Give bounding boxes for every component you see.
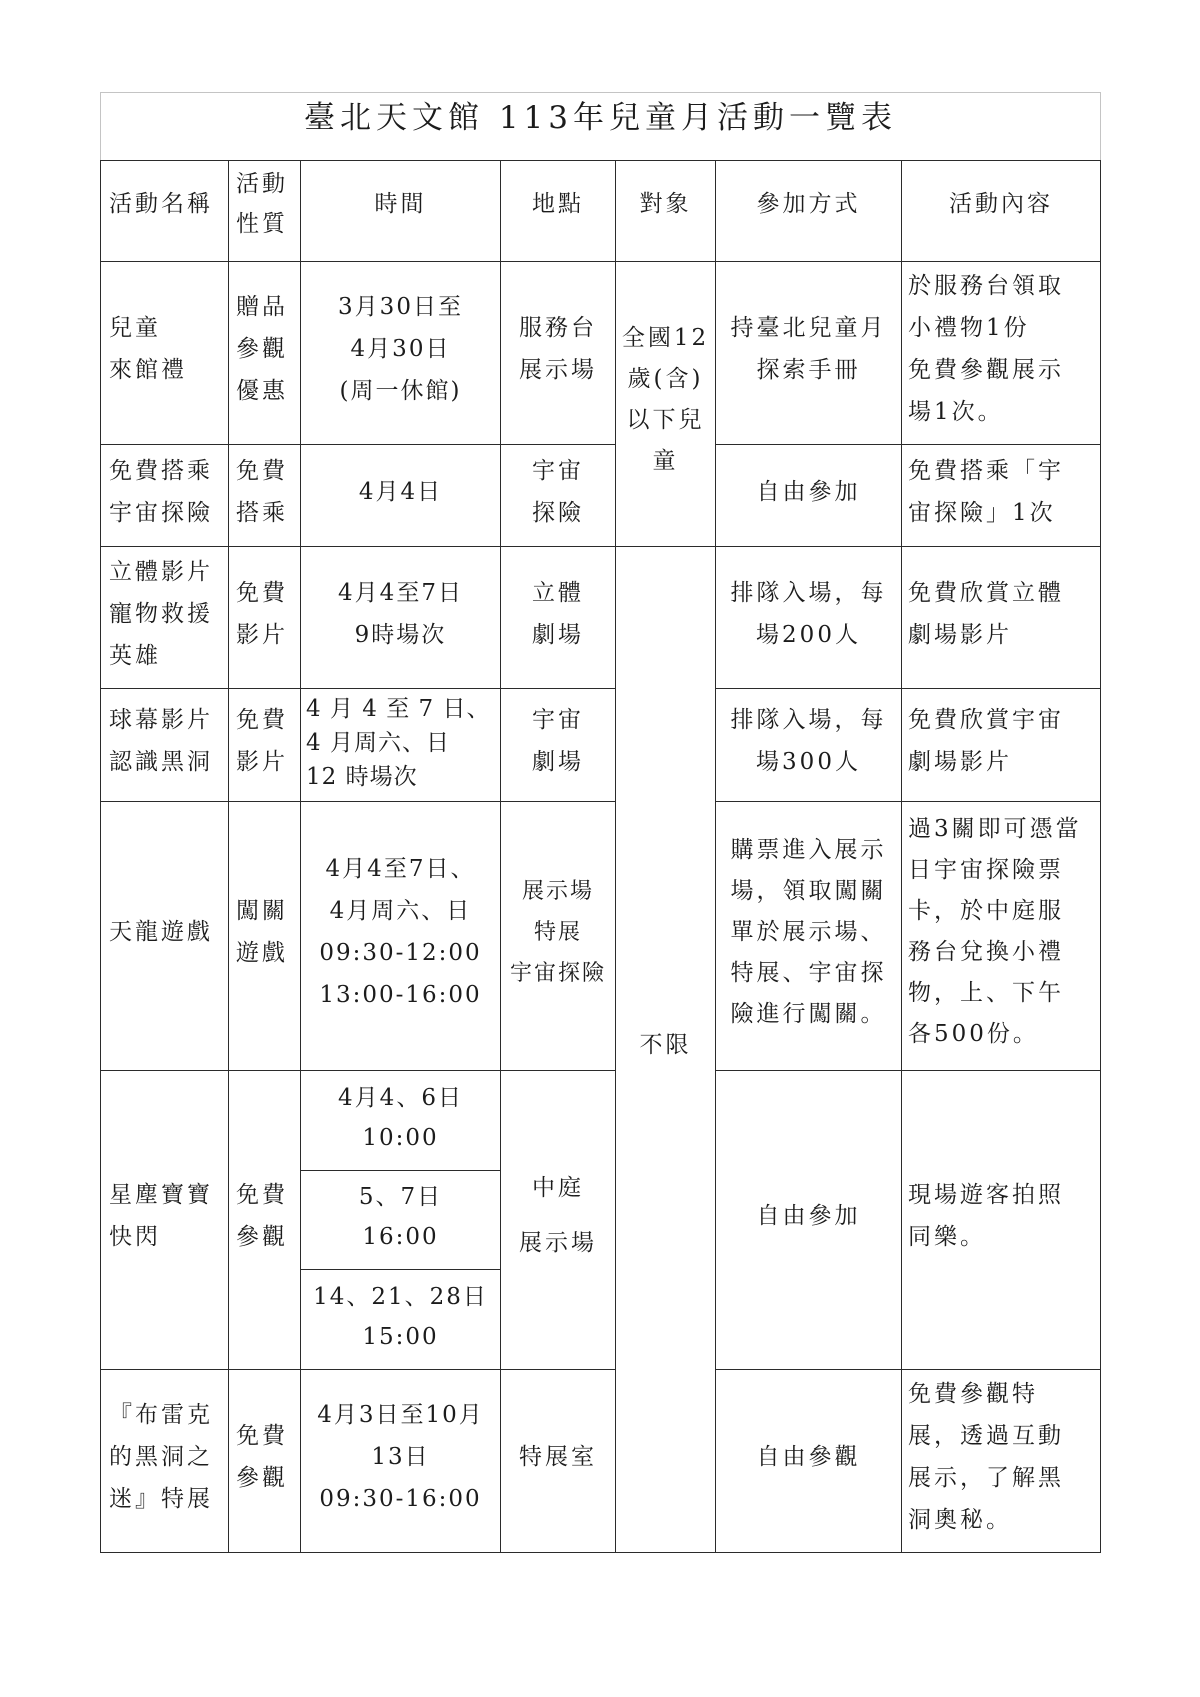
table-row bbox=[101, 445, 1101, 547]
time-cell: 4月4至7日 9時場次 bbox=[301, 547, 501, 689]
time-cell: 5、7日 16:00 bbox=[301, 1171, 501, 1270]
activity-type-cell: 闖關 遊戲 bbox=[229, 802, 301, 1071]
activity-name-cell: 免費搭乘 宇宙探險 bbox=[101, 445, 229, 547]
location-cell: 中庭 展示場 bbox=[501, 1071, 616, 1370]
table-row bbox=[101, 262, 1101, 445]
activity-type-cell: 免費 影片 bbox=[229, 547, 301, 689]
activity-table bbox=[100, 92, 1101, 1553]
activity-type-cell: 免費 搭乘 bbox=[229, 445, 301, 547]
header-activity-name: 活動名稱 bbox=[101, 161, 229, 262]
location-cell: 展示場 特展 宇宙探險 bbox=[501, 802, 616, 1071]
location-cell: 宇宙 劇場 bbox=[501, 689, 616, 802]
participation-cell: 排隊入場，每 場200人 bbox=[716, 547, 902, 689]
time-cell: 4 月 4 至 7 日、 4 月周六、日 12 時場次 bbox=[301, 689, 501, 802]
activity-type-cell: 免費 參觀 bbox=[229, 1370, 301, 1553]
activity-type-cell: 贈品 參觀 優惠 bbox=[229, 262, 301, 445]
content-cell: 免費參觀特 展，透過互動 展示，了解黑 洞奧秘。 bbox=[902, 1370, 1101, 1553]
activity-name-cell: 天龍遊戲 bbox=[101, 802, 229, 1071]
content-cell: 過3關即可憑當 日宇宙探險票 卡，於中庭服 務台兌換小禮 物，上、下午 各500份。 bbox=[902, 802, 1101, 1071]
header-time: 時間 bbox=[301, 161, 501, 262]
content-cell: 免費欣賞立體 劇場影片 bbox=[902, 547, 1101, 689]
audience-cell: 全國12 歲(含) 以下兒 童 bbox=[616, 262, 716, 547]
activity-name-cell: 兒童 來館禮 bbox=[101, 262, 229, 445]
participation-cell: 持臺北兒童月 探索手冊 bbox=[716, 262, 902, 445]
header-activity-type: 活動 性質 bbox=[229, 161, 301, 262]
content-cell: 於服務台領取 小禮物1份 免費參觀展示 場1次。 bbox=[902, 262, 1101, 445]
time-cell: 4月4至7日、 4月周六、日 09:30-12:00 13:00-16:00 bbox=[301, 802, 501, 1071]
time-cell: 14、21、28日 15:00 bbox=[301, 1270, 501, 1370]
header-participation: 參加方式 bbox=[716, 161, 902, 262]
location-cell: 宇宙 探險 bbox=[501, 445, 616, 547]
participation-cell: 自由參觀 bbox=[716, 1370, 902, 1553]
time-cell: 4月4、6日 10:00 bbox=[301, 1071, 501, 1171]
time-cell: 4月3日至10月 13日 09:30-16:00 bbox=[301, 1370, 501, 1553]
location-cell: 立體 劇場 bbox=[501, 547, 616, 689]
audience-cell: 不限 bbox=[616, 547, 716, 1553]
table-row bbox=[101, 1370, 1101, 1553]
activity-name-cell: 球幕影片 認識黑洞 bbox=[101, 689, 229, 802]
participation-cell: 購票進入展示 場，領取闖關 單於展示場、 特展、宇宙探 險進行闖關。 bbox=[716, 802, 902, 1071]
participation-cell: 自由參加 bbox=[716, 445, 902, 547]
content-cell: 免費搭乘「宇 宙探險」1次 bbox=[902, 445, 1101, 547]
activity-type-cell: 免費 參觀 bbox=[229, 1071, 301, 1370]
header-audience: 對象 bbox=[616, 161, 716, 262]
page-title: 臺北天文館 113年兒童月活動一覽表 bbox=[101, 93, 1101, 161]
activity-name-cell: 星塵寶寶 快閃 bbox=[101, 1071, 229, 1370]
location-cell: 特展室 bbox=[501, 1370, 616, 1553]
participation-cell: 排隊入場，每 場300人 bbox=[716, 689, 902, 802]
table-row bbox=[101, 802, 1101, 1071]
participation-cell: 自由參加 bbox=[716, 1071, 902, 1370]
activity-name-cell: 立體影片 寵物救援 英雄 bbox=[101, 547, 229, 689]
table-row bbox=[101, 547, 1101, 689]
table-row bbox=[101, 1071, 1101, 1171]
header-row bbox=[101, 161, 1101, 262]
activity-name-cell: 『布雷克 的黑洞之 迷』特展 bbox=[101, 1370, 229, 1553]
header-location: 地點 bbox=[501, 161, 616, 262]
activity-type-cell: 免費 影片 bbox=[229, 689, 301, 802]
time-cell: 3月30日至 4月30日 (周一休館) bbox=[301, 262, 501, 445]
title-row bbox=[101, 93, 1101, 161]
table-row bbox=[101, 689, 1101, 802]
content-cell: 現場遊客拍照 同樂。 bbox=[902, 1071, 1101, 1370]
time-cell: 4月4日 bbox=[301, 445, 501, 547]
content-cell: 免費欣賞宇宙 劇場影片 bbox=[902, 689, 1101, 802]
header-content: 活動內容 bbox=[902, 161, 1101, 262]
location-cell: 服務台 展示場 bbox=[501, 262, 616, 445]
